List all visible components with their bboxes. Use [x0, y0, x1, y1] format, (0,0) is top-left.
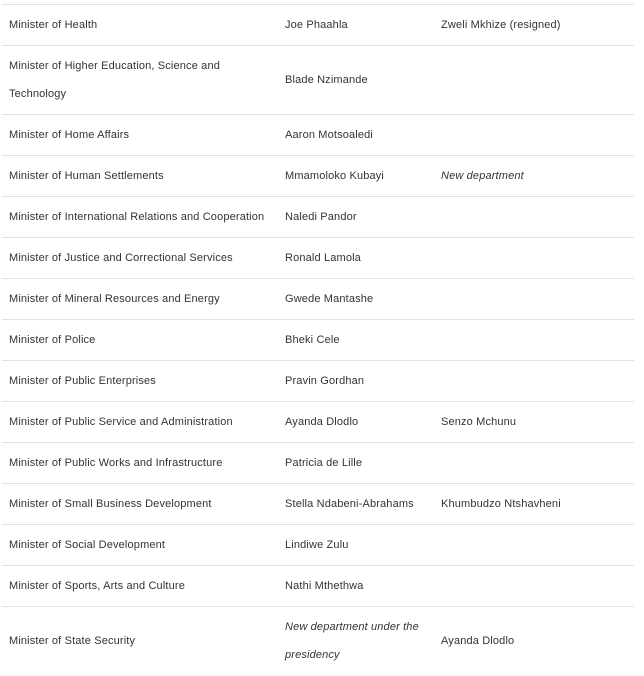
previous-minister-cell [434, 361, 634, 402]
portfolio-cell: Minister of International Relations and Cooperation [2, 197, 278, 238]
previous-minister-cell [434, 525, 634, 566]
portfolio-cell: Minister of Human Settlements [2, 156, 278, 197]
previous-minister-cell [434, 238, 634, 279]
minister-cell: Pravin Gordhan [278, 361, 434, 402]
portfolio-cell: Minister of Small Business Development [2, 484, 278, 525]
table-row [2, 115, 634, 156]
table-row [2, 443, 634, 484]
table-row [2, 402, 634, 443]
minister-cell: Naledi Pandor [278, 197, 434, 238]
table-row [2, 484, 634, 525]
portfolio-cell: Minister of Home Affairs [2, 115, 278, 156]
minister-cell: Blade Nzimande [278, 46, 434, 115]
portfolio-cell: Minister of Police [2, 320, 278, 361]
table-row [2, 197, 634, 238]
portfolio-cell: Minister of Justice and Correctional Services [2, 238, 278, 279]
previous-minister-cell: Ayanda Dlodlo [434, 607, 634, 676]
table-row [2, 607, 634, 676]
portfolio-cell: Minister of Public Service and Administration [2, 402, 278, 443]
minister-cell: Aaron Motsoaledi [278, 115, 434, 156]
portfolio-cell: Minister of Social Development [2, 525, 278, 566]
portfolio-cell: Minister of Public Enterprises [2, 361, 278, 402]
table-row [2, 320, 634, 361]
minister-cell: Ronald Lamola [278, 238, 434, 279]
portfolio-cell: Minister of Sports, Arts and Culture [2, 566, 278, 607]
portfolio-cell: Minister of State Security [2, 607, 278, 676]
table-row [2, 361, 634, 402]
minister-cell: Gwede Mantashe [278, 279, 434, 320]
previous-minister-cell [434, 115, 634, 156]
portfolio-cell: Minister of Health [2, 5, 278, 46]
portfolio-cell: Minister of Higher Education, Science and Technology [2, 46, 278, 115]
previous-minister-cell: Khumbudzo Ntshavheni [434, 484, 634, 525]
minister-cell: Bheki Cele [278, 320, 434, 361]
minister-cell: Mmamoloko Kubayi [278, 156, 434, 197]
minister-cell: Stella Ndabeni-Abrahams [278, 484, 434, 525]
previous-minister-cell [434, 443, 634, 484]
table-row [2, 279, 634, 320]
minister-cell: Nathi Mthethwa [278, 566, 434, 607]
previous-minister-cell [434, 46, 634, 115]
portfolio-cell: Minister of Public Works and Infrastructure [2, 443, 278, 484]
previous-minister-cell: Senzo Mchunu [434, 402, 634, 443]
cabinet-table [2, 4, 634, 676]
minister-cell: Lindiwe Zulu [278, 525, 434, 566]
previous-minister-cell [434, 197, 634, 238]
note-text: New department under the presidency [285, 621, 419, 662]
previous-minister-cell [434, 156, 634, 197]
table-row [2, 5, 634, 46]
previous-minister-cell [434, 320, 634, 361]
minister-cell: Patricia de Lille [278, 443, 434, 484]
table-row [2, 156, 634, 197]
table-row [2, 566, 634, 607]
table-row [2, 525, 634, 566]
portfolio-cell: Minister of Mineral Resources and Energy [2, 279, 278, 320]
previous-minister-cell: Zweli Mkhize (resigned) [434, 5, 634, 46]
previous-minister-cell [434, 566, 634, 607]
table-row [2, 238, 634, 279]
table-row [2, 46, 634, 115]
previous-minister-cell [434, 279, 634, 320]
minister-cell: Ayanda Dlodlo [278, 402, 434, 443]
note-text: New department [441, 170, 524, 182]
minister-cell [278, 607, 434, 676]
minister-cell: Joe Phaahla [278, 5, 434, 46]
